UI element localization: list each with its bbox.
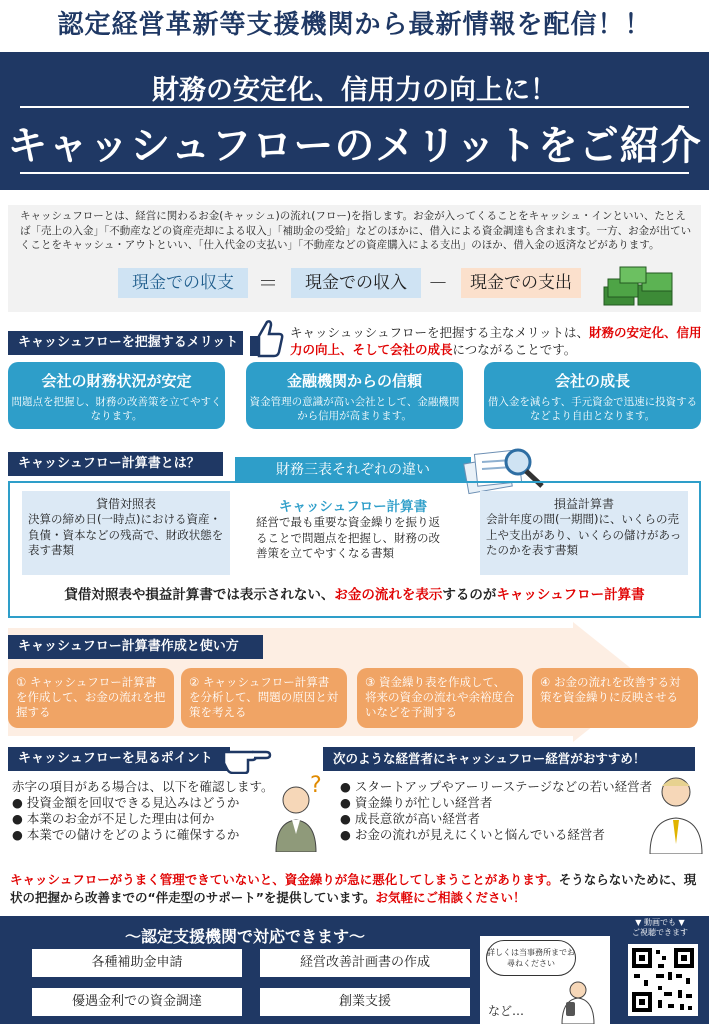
- eq-mid: 現金での収入: [291, 268, 421, 298]
- person-with-phone-icon: [556, 980, 598, 1024]
- list-item: ● スタートアップやアーリーステージなどの若い経営者: [340, 779, 653, 794]
- benefit-card: 金融機関からの信頼 資金管理の意識が高い会社として、金融機関から信用が高まります。: [246, 362, 463, 429]
- svg-text:?: ?: [310, 773, 322, 798]
- benefit-card: 会社の成長 借入金を減らす、手元資金で迅速に投資するなどより自由となります。: [484, 362, 701, 429]
- divider: [20, 106, 689, 108]
- recommend-section-label: 次のような経営者にキャッシュフロー経営がおすすめ！: [323, 747, 695, 771]
- income-statement-card: 損益計算書 会計年度の間(一期間)に、いくらの売上や支出があり、いくらの儲けがあったのかを表す書類: [480, 491, 688, 575]
- thinking-man-icon: [268, 772, 330, 852]
- list-item: ● 資金繰りが忙しい経営者: [340, 795, 493, 810]
- list-item: ● 成長意欲が高い経営者: [340, 811, 480, 826]
- hero-subtitle: 財務の安定化、信用力の向上に！: [152, 75, 557, 106]
- warning-message: キャッシュフローがうまく管理できていないと、資金繰りが急に悪化してしまうことがあります。そうならないために、現状の把握から改善までの“伴走型のサポート”を提供しています。お気軽にご相談ください！: [10, 872, 697, 905]
- intro-box: [8, 205, 701, 312]
- divider: [20, 172, 689, 174]
- eq-left: 現金での収支: [118, 268, 248, 298]
- points-section-label: キャッシュフローを見るポイント: [8, 747, 230, 771]
- thumbs-up-icon: [244, 316, 284, 360]
- three-statements-box: [8, 481, 701, 618]
- speech-bubble: 詳しくは当事務所までお尋ねください: [486, 940, 576, 976]
- pointing-hand-icon: [222, 738, 272, 774]
- list-item: ● 本業での儲けをどのように確保するか: [12, 827, 240, 842]
- statement-section-label: キャッシュフロー計算書とは？: [8, 452, 223, 476]
- footer-panel: [0, 916, 709, 1024]
- top-header: 認定経営革新等支援機関から最新情報を配信！！: [57, 10, 652, 40]
- step-card: ④ お金の流れを改善する対策を資金繰りに反映させる: [532, 668, 698, 728]
- statement-summary: 貸借対照表や損益計算書では表示されない、お金の流れを表示するのがキャッシュフロー計算書: [64, 587, 645, 603]
- list-item: ● 本業のお金が不足した理由は何か: [12, 811, 215, 826]
- step-card: ① キャッシュフロー計算書を作成して、お金の流れを把握する: [8, 668, 174, 728]
- step-card: ② キャッシュフロー計算書を分析して、問題の原因と対策を考える: [181, 668, 347, 728]
- list-item: ● お金の流れが見えにくいと悩んでいる経営者: [340, 827, 605, 842]
- contact-area: [480, 936, 610, 1024]
- merit-description: キャッシュッシュフローを把握する主なメリットは、財務の安定化、信用力の向上、そして会社の成長につながることです。: [290, 325, 702, 357]
- eq-equals: ＝: [258, 271, 278, 295]
- businessman-icon: [646, 770, 706, 854]
- service-item: 各種補助金申請: [32, 949, 242, 977]
- money-stack-icon: [600, 265, 676, 307]
- step-card: ③ 資金繰り表を作成して、将来の資金の流れや余裕度合いなどを予測する: [357, 668, 523, 728]
- service-item: 経営改善計画書の作成: [260, 949, 470, 977]
- cashflow-statement-card: キャッシュフロー計算書 経営で最も重要な資金繰りを振り返ることで問題点を把握し、財務の改善策を立てやすくなる書類: [256, 499, 440, 560]
- points-intro: 赤字の項目がある場合は、以下を確認します。: [12, 779, 274, 794]
- intro-text: キャッシュフローとは、経営に関わるお金(キャッシュ)の流れ(フロー)を指します。お金が入ってくることをキャッシュ・インといい、たとえば「売上の入金」「不動産などの資産売却による収入」「補助金の受給」などのほかに、借入による資金調達も含まれます。一方、お金が出ていくことをキャッシュ・アウトといい、「仕入代金の支払い」「不動産などの資産購入による支出」のほか、借入金の返済などがあります。: [20, 210, 692, 251]
- benefit-card: 会社の財務状況が安定 問題点を把握し、財務の改善策を立てやすくなります。: [8, 362, 225, 429]
- tab-three-statements: 財務三表それぞれの違い: [235, 457, 471, 483]
- steps-section-label: キャッシュフロー計算書作成と使い方: [8, 635, 263, 659]
- qr-code-icon[interactable]: [628, 944, 698, 1016]
- footer-title: ～認定支援機関で対応できます～: [124, 927, 365, 946]
- hero-banner: [0, 52, 709, 190]
- balance-sheet-card: 貸借対照表 決算の締め日(一時点)における資産・負債・資本などの残高で、財政状態を表す書類: [22, 491, 230, 575]
- service-item: 創業支援: [260, 988, 470, 1016]
- service-item: 優遇金利での資金調達: [32, 988, 242, 1016]
- eq-right: 現金での支出: [461, 268, 581, 298]
- list-item: ● 投資金額を回収できる見込みはどうか: [12, 795, 240, 810]
- merit-section-label: キャッシュフローを把握するメリット: [8, 331, 243, 355]
- etc-label: など…: [488, 1004, 525, 1018]
- hero-title: キャッシュフローのメリットをご紹介: [7, 123, 702, 169]
- video-label: ▼ 動画でも ▼ ご視聴できます: [632, 918, 688, 937]
- eq-minus: －: [428, 271, 448, 295]
